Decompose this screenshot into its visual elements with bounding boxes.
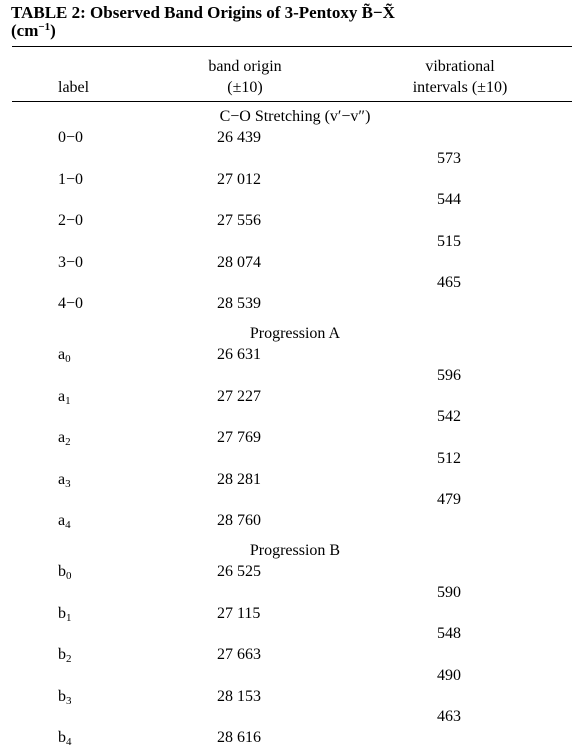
band-origin-value: 27 556 bbox=[217, 212, 261, 229]
vibrational-interval-value: 490 bbox=[437, 666, 461, 684]
header-label: label bbox=[58, 79, 90, 96]
row-label bbox=[58, 605, 72, 623]
band-origin-value: 26 525 bbox=[217, 563, 261, 580]
vibrational-interval-value: 463 bbox=[437, 708, 461, 725]
row-label: 2−0 bbox=[58, 212, 84, 229]
row-label-base: b bbox=[58, 646, 66, 663]
row-label bbox=[58, 512, 71, 530]
row-label bbox=[58, 688, 72, 706]
title-unit-close: ) bbox=[50, 21, 56, 40]
vibrational-interval-value: 573 bbox=[437, 149, 461, 167]
row-label-subscript: 0 bbox=[65, 353, 71, 365]
row-label-subscript: 3 bbox=[66, 694, 72, 707]
row-label-subscript: 1 bbox=[65, 394, 71, 407]
row-label-base: a bbox=[58, 387, 66, 405]
row-label-base: b bbox=[58, 563, 66, 580]
table-title-line2 bbox=[11, 22, 571, 40]
band-origin-value: 27 663 bbox=[217, 646, 261, 663]
vibrational-interval-value: 544 bbox=[437, 191, 461, 208]
vibrational-interval-value: 512 bbox=[437, 449, 461, 467]
row-label-subscript: 2 bbox=[66, 653, 72, 665]
header-interval-line2: intervals (±10) bbox=[412, 79, 508, 96]
row-label bbox=[58, 729, 72, 747]
table-title bbox=[11, 4, 571, 40]
row-label: 4−0 bbox=[58, 295, 84, 312]
row-label: 1−0 bbox=[58, 170, 84, 188]
section-title: C−O Stretching (v′−v″) bbox=[219, 108, 371, 125]
vibrational-interval-value: 548 bbox=[437, 625, 461, 642]
band-origin-value: 28 153 bbox=[217, 687, 261, 705]
row-label-base: a bbox=[58, 512, 66, 529]
row-label-base: b bbox=[58, 604, 66, 622]
row-label bbox=[58, 388, 71, 406]
row-label bbox=[58, 429, 71, 447]
vibrational-interval-value: 479 bbox=[437, 491, 461, 508]
row-label-subscript: 0 bbox=[66, 570, 72, 582]
row-label-base: b bbox=[58, 729, 66, 746]
vibrational-interval-value: 596 bbox=[437, 366, 461, 384]
title-unit-exponent: −1 bbox=[38, 21, 51, 33]
row-label-subscript: 2 bbox=[65, 436, 71, 448]
row-label-base: a bbox=[58, 346, 66, 363]
band-origin-value: 28 074 bbox=[217, 253, 261, 271]
band-origin-value: 27 769 bbox=[217, 429, 261, 446]
header-origin-line1: band origin bbox=[208, 58, 282, 75]
band-origin-value: 26 631 bbox=[217, 346, 261, 363]
vibrational-interval-value: 542 bbox=[437, 408, 461, 425]
row-label-subscript: 1 bbox=[66, 611, 72, 624]
vibrational-interval-value: 515 bbox=[437, 232, 461, 250]
table-header-rule bbox=[12, 101, 572, 102]
row-label bbox=[58, 471, 71, 489]
row-label: 0−0 bbox=[58, 129, 84, 146]
row-label bbox=[58, 563, 72, 581]
row-label bbox=[58, 646, 72, 664]
table-top-rule bbox=[12, 46, 572, 47]
section-title: Progression A bbox=[249, 325, 341, 342]
section-title: Progression B bbox=[249, 542, 341, 559]
band-origin-value: 28 539 bbox=[217, 295, 261, 312]
band-origin-value: 28 616 bbox=[217, 729, 261, 746]
row-label-subscript: 3 bbox=[65, 477, 71, 490]
row-label-base: a bbox=[58, 470, 66, 488]
band-origin-value: 26 439 bbox=[217, 129, 261, 146]
vibrational-interval-value: 465 bbox=[437, 274, 461, 291]
band-origin-value: 27 012 bbox=[217, 170, 261, 188]
band-origin-value: 27 227 bbox=[217, 387, 261, 405]
vibrational-interval-value: 590 bbox=[437, 583, 461, 601]
row-label-subscript: 4 bbox=[66, 736, 72, 748]
band-origin-value: 27 115 bbox=[217, 604, 261, 622]
band-origin-value: 28 760 bbox=[217, 512, 261, 529]
row-label bbox=[58, 346, 71, 364]
header-interval-line1: vibrational bbox=[425, 58, 495, 75]
row-label-base: a bbox=[58, 429, 66, 446]
title-unit-open: (cm bbox=[11, 21, 39, 40]
band-origin-value: 28 281 bbox=[217, 470, 261, 488]
row-label-base: b bbox=[58, 687, 66, 705]
row-label-subscript: 4 bbox=[65, 519, 71, 531]
row-label: 3−0 bbox=[58, 253, 84, 271]
header-origin-line2: (±10) bbox=[227, 79, 263, 96]
table-title-line1: TABLE 2: Observed Band Origins of 3-Pentoxy B̃−X̃ bbox=[11, 3, 395, 22]
